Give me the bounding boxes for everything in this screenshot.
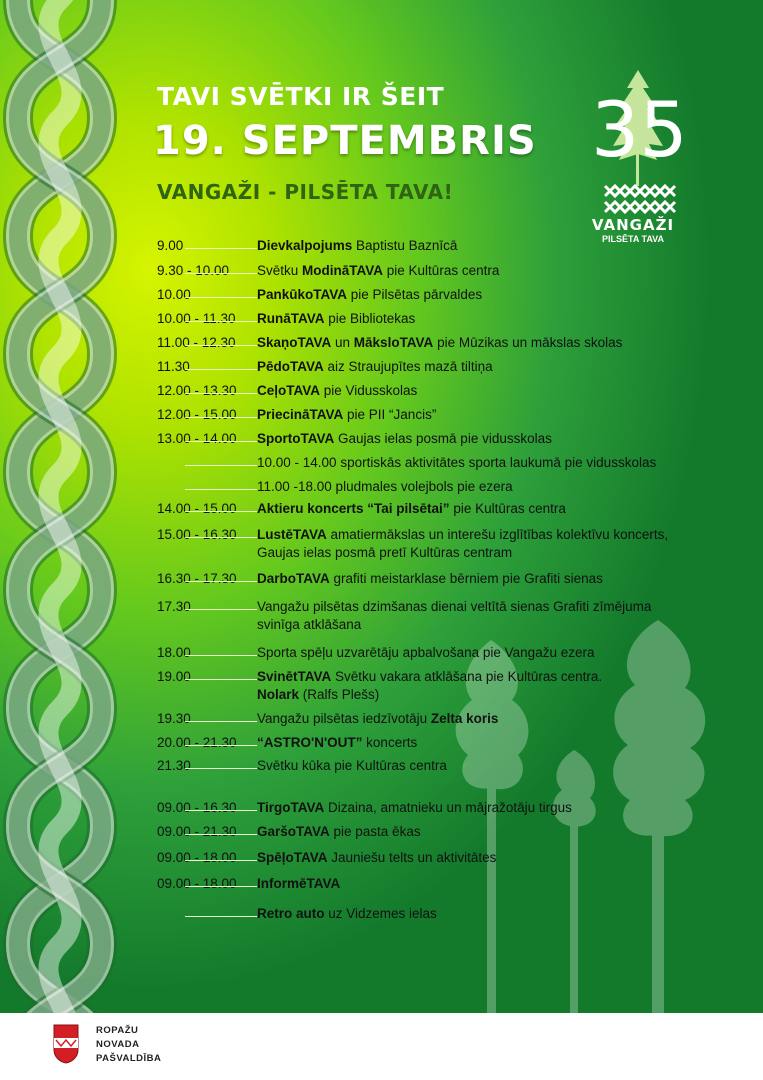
event-name: InformēTAVA <box>257 876 341 891</box>
description-line <box>257 686 717 704</box>
schedule-description <box>257 757 717 775</box>
schedule-description <box>257 644 717 662</box>
description-line <box>257 799 717 817</box>
event-detail: Sporta spēļu uzvarētāju apbalvošana pie Vangažu ezera <box>257 645 595 660</box>
description-line <box>257 358 717 376</box>
description-line <box>257 668 717 686</box>
schedule-time: 9.00 <box>157 238 184 253</box>
schedule-description <box>257 478 717 496</box>
event-detail: uz Vidzemes ielas <box>324 906 437 921</box>
event-name: “ASTRO'N'OUT” <box>257 735 363 750</box>
description-line <box>257 823 717 841</box>
event-detail: Gaujas ielas posmā pie vidusskolas <box>334 431 552 446</box>
event-name: PēdoTAVA <box>257 359 324 374</box>
event-name: SvinētTAVA <box>257 669 332 684</box>
description-line <box>257 710 717 728</box>
schedule-description <box>257 849 717 867</box>
time-leader-line <box>185 886 257 887</box>
time-leader-line <box>185 441 257 442</box>
event-detail: pie Vidusskolas <box>320 383 418 398</box>
description-line <box>257 237 717 255</box>
event-detail: amatiermākslas un interešu izglītības kolektīvu koncerts, <box>326 527 669 542</box>
time-leader-line <box>185 297 257 298</box>
schedule-description <box>257 526 717 562</box>
schedule-time: 19.30 <box>157 711 191 726</box>
logo-name: VANGAŽI <box>591 216 675 234</box>
time-leader-line <box>185 768 257 769</box>
event-detail: 10.00 - 14.00 sportiskās aktivitātes sporta laukumā pie vidusskolas <box>257 455 657 470</box>
description-line <box>257 382 717 400</box>
schedule-description <box>257 875 717 893</box>
schedule-description <box>257 570 717 588</box>
event-detail: pie Kultūras centra <box>383 263 500 278</box>
schedule-description <box>257 430 717 448</box>
event-name: CeļoTAVA <box>257 383 320 398</box>
schedule-time: 11.00 - 12.30 <box>157 335 236 350</box>
subtitle: VANGAŽI - PILSĒTA TAVA! <box>157 180 454 204</box>
schedule-description <box>257 406 717 424</box>
schedule-time: 9.30 - 10.00 <box>157 263 230 278</box>
description-line <box>257 598 717 616</box>
description-line <box>257 875 717 893</box>
schedule-time: 13.00 - 14.00 <box>157 431 237 446</box>
schedule-time: 11.30 <box>157 359 190 374</box>
schedule-time: 15.00 - 16.30 <box>157 527 237 542</box>
schedule-time: 18.00 <box>157 645 191 660</box>
ropazu-text <box>96 1024 161 1066</box>
event-detail: pie pasta ēkas <box>329 824 421 839</box>
org-name-line-1: ROPAŽU <box>96 1025 139 1036</box>
time-leader-line <box>185 417 257 418</box>
schedule-description <box>257 598 717 634</box>
description-line <box>257 478 717 496</box>
schedule-description <box>257 668 717 704</box>
description-line <box>257 570 717 588</box>
event-detail: Gaujas ielas posmā pretī Kultūras centram <box>257 545 513 560</box>
schedule-description <box>257 286 717 304</box>
event-name: Aktieru koncerts “Tai pilsētai” <box>257 501 450 516</box>
description-line <box>257 310 717 328</box>
description-line <box>257 430 717 448</box>
schedule-time: 20.00 - 21.30 <box>157 735 237 750</box>
event-name: ModināTAVA <box>302 263 384 278</box>
schedule-time: 09.00 - 18.00 <box>157 876 237 891</box>
time-leader-line <box>185 745 257 746</box>
schedule-description <box>257 310 717 328</box>
logo-emblem <box>583 68 703 218</box>
schedule-description <box>257 905 717 923</box>
shield-icon <box>53 1024 79 1064</box>
event-detail: pie Pilsētas pārvaldes <box>347 287 483 302</box>
schedule-description <box>257 334 717 352</box>
time-leader-line <box>185 248 257 249</box>
event-name: Retro auto <box>257 906 325 921</box>
time-leader-line <box>185 511 257 512</box>
event-detail: pie Mūzikas un mākslas skolas <box>433 335 623 350</box>
description-line <box>257 334 717 352</box>
tagline: TAVI SVĒTKI IR ŠEIT <box>157 82 445 111</box>
schedule-description <box>257 454 717 472</box>
event-detail: Vangažu pilsētas dzimšanas dienai veltītā sienas Grafiti zīmējuma <box>257 599 652 614</box>
time-leader-line <box>185 581 257 582</box>
schedule-time: 10.00 <box>157 287 191 302</box>
event-detail: (Ralfs Plešs) <box>299 687 380 702</box>
time-leader-line <box>185 489 257 490</box>
event-detail: 11.00 -18.00 pludmales volejbols pie ezera <box>257 479 513 494</box>
org-name-line-2: NOVADA <box>96 1039 140 1050</box>
schedule-time: 12.00 - 13.30 <box>157 383 237 398</box>
description-line <box>257 406 717 424</box>
time-leader-line <box>185 810 257 811</box>
event-detail: Vangažu pilsētas iedzīvotāju <box>257 711 431 726</box>
time-leader-line <box>185 834 257 835</box>
event-name: RunāTAVA <box>257 311 325 326</box>
event-detail: Svētku vakara atklāšana pie Kultūras centra. <box>331 669 603 684</box>
schedule-description <box>257 237 717 255</box>
description-line <box>257 286 717 304</box>
event-name: TirgoTAVA <box>257 800 325 815</box>
description-line <box>257 734 717 752</box>
event-detail: Baptistu Baznīcā <box>352 238 458 253</box>
schedule-time: 21.30 <box>157 758 191 773</box>
schedule-description <box>257 710 717 728</box>
description-line <box>257 849 717 867</box>
description-line <box>257 500 717 518</box>
event-name: PankūkoTAVA <box>257 287 348 302</box>
time-leader-line <box>185 393 257 394</box>
time-leader-line <box>185 721 257 722</box>
event-name: Zelta koris <box>430 711 499 726</box>
event-detail: grafiti meistarklase bērniem pie Grafiti sienas <box>329 571 603 586</box>
schedule-time: 12.00 - 15.00 <box>157 407 237 422</box>
description-line <box>257 644 717 662</box>
time-leader-line <box>185 916 257 917</box>
event-date: 19. SEPTEMBRIS <box>153 118 537 164</box>
time-leader-line <box>185 860 257 861</box>
schedule-time: 14.00 - 15.00 <box>157 501 237 516</box>
description-line <box>257 526 717 544</box>
schedule-time: 19.00 <box>157 669 191 684</box>
time-leader-line <box>185 679 257 680</box>
event-detail: Svētku kūka pie Kultūras centra <box>257 758 447 773</box>
event-name: MākslоTAVA <box>353 335 434 350</box>
schedule-description <box>257 734 717 752</box>
time-leader-line <box>185 321 257 322</box>
time-leader-line <box>185 273 257 274</box>
schedule-description <box>257 500 717 518</box>
event-name: SkaņoTAVA <box>257 335 332 350</box>
event-name: SportoTAVA <box>257 431 335 446</box>
schedule-time: 16.30 - 17.30 <box>157 571 237 586</box>
event-name: PriecināTAVA <box>257 407 344 422</box>
event-name: GaršoTAVA <box>257 824 330 839</box>
event-detail: pie Kultūras centra <box>449 501 566 516</box>
schedule-time: 09.00 - 18.00 <box>157 850 237 865</box>
vangazi-35-logo <box>583 68 703 248</box>
event-detail: aiz Straujupītes mazā tiltiņa <box>323 359 493 374</box>
logo-number: 35 <box>591 85 688 174</box>
event-detail: Svētku <box>257 263 303 278</box>
time-leader-line <box>185 609 257 610</box>
event-name: Dievkalpojums <box>257 238 353 253</box>
time-leader-line <box>185 345 257 346</box>
description-line <box>257 905 717 923</box>
schedule-description <box>257 358 717 376</box>
event-detail: pie Bibliotekas <box>324 311 416 326</box>
event-detail: svinīga atklāšana <box>257 617 362 632</box>
event-name: DarboTAVA <box>257 571 330 586</box>
schedule-time: 17.30 <box>157 599 191 614</box>
description-line <box>257 616 717 634</box>
schedule-time: 09.00 - 21.30 <box>157 824 237 839</box>
logo-knot-icon <box>605 186 675 212</box>
time-leader-line <box>185 655 257 656</box>
event-name: Nolark <box>257 687 300 702</box>
description-line <box>257 454 717 472</box>
logo-subtitle: PILSĒTA TAVA <box>602 234 664 244</box>
schedule-time: 09.00 - 16.30 <box>157 800 237 815</box>
schedule-description <box>257 262 717 280</box>
schedule-description <box>257 823 717 841</box>
braid-ornament <box>0 0 130 1013</box>
time-leader-line <box>185 465 257 466</box>
event-detail: un <box>331 335 354 350</box>
event-detail: Dizaina, amatnieku un mājražotāju tirgus <box>324 800 572 815</box>
description-line <box>257 757 717 775</box>
schedule-time: 10.00 - 11.30 <box>157 311 236 326</box>
event-detail: koncerts <box>362 735 418 750</box>
event-name: LustēTAVA <box>257 527 327 542</box>
time-leader-line <box>185 537 257 538</box>
event-detail: pie PII “Jancis” <box>343 407 437 422</box>
schedule-description <box>257 799 717 817</box>
event-name: SpēļoTAVA <box>257 850 328 865</box>
schedule-description <box>257 382 717 400</box>
description-line <box>257 544 717 562</box>
description-line <box>257 262 717 280</box>
event-detail: Jauniešu telts un aktivitātes <box>327 850 497 865</box>
time-leader-line <box>185 369 257 370</box>
org-name-line-3: PAŠVALDĪBA <box>96 1053 162 1064</box>
